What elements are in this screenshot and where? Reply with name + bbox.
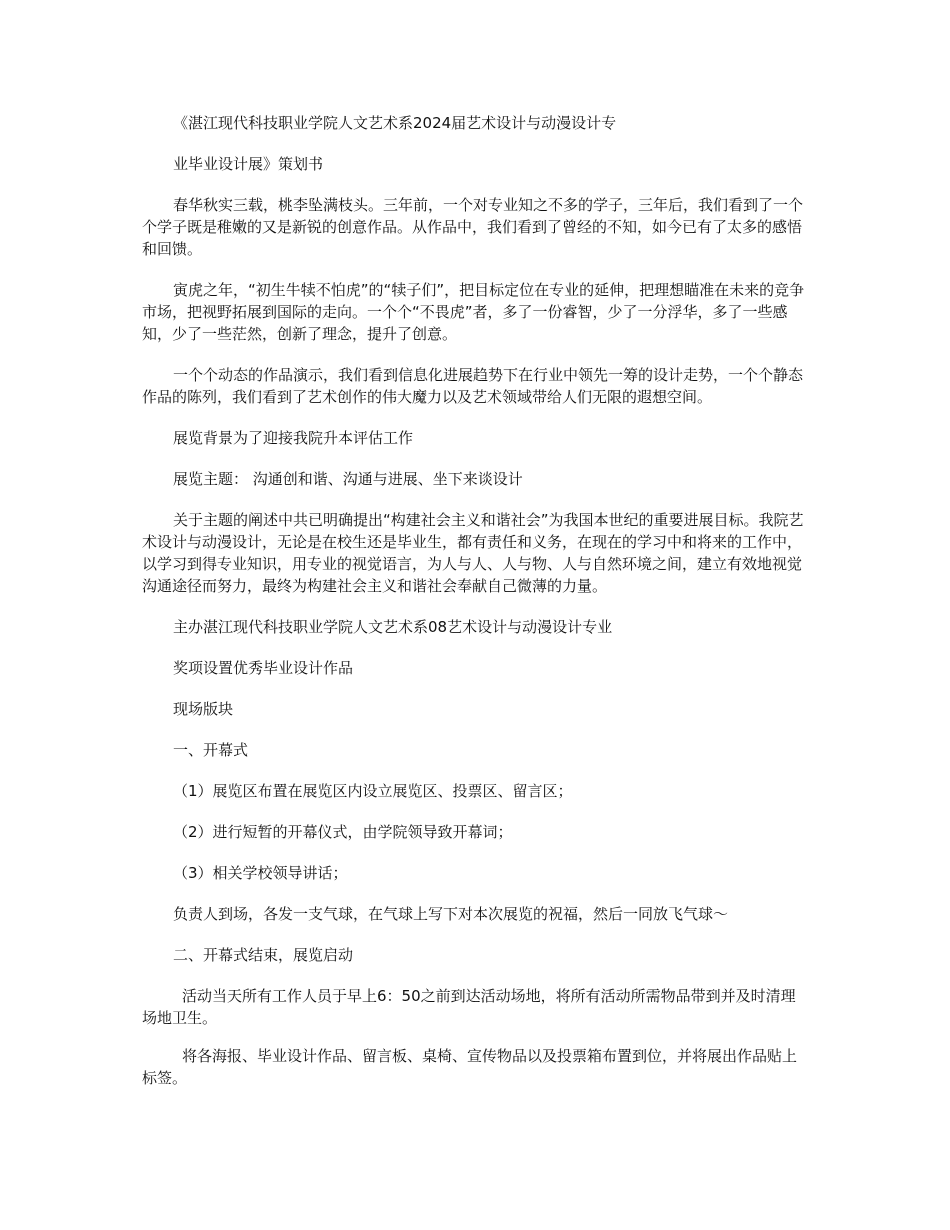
setup-paragraph: 将各海报、毕业设计作品、留言板、桌椅、宣传物品以及投票箱布置到位，并将展出作品贴上标签。: [142, 1047, 798, 1087]
tiger-year-paragraph: 寅虎之年，“初生牛犊不怕虎”的“犊子们”，把目标定位在专业的延伸，把理想瞄准在未来的竞争市场，把视野拓展到国际的走向。一个个“不畏虎”者，多了一份睿智，少了一分浮华，多了一些感知，少了一些茫然，创新了理念，提升了创意。: [142, 281, 805, 343]
works-paragraph: 一个个动态的作品演示，我们看到信息化进展趋势下在行业中领先一筹的设计走势，一个个静态作品的陈列，我们看到了艺术创作的伟大魔力以及艺术领域带给人们无限的遐想空间。: [142, 366, 804, 406]
exhibition-start-heading: 二、开幕式结束，展览启动: [173, 946, 354, 964]
exhibition-background: 展览背景为了迎接我院升本评估工作: [173, 429, 414, 447]
award-line: 奖项设置优秀毕业设计作品: [173, 659, 354, 677]
document-title-line-1: 《湛江现代科技职业学院人文艺术系2024届艺术设计与动漫设计专: [173, 114, 617, 132]
opening-step-1: （1）展览区布置在展览区内设立展览区、投票区、留言区；: [173, 782, 573, 800]
staff-arrival-paragraph: 活动当天所有工作人员于早上6：50之前到达活动场地，将所有活动所需物品带到并及时清理场地卫生。: [142, 987, 796, 1027]
opening-step-3: （3）相关学校领导讲话；: [173, 864, 348, 882]
intro-paragraph: 春华秋实三载，桃李坠满枝头。三年前，一个对专业知之不多的学子，三年后，我们看到了一个个学子既是稚嫩的又是新锐的创意作品。从作品中，我们看到了曾经的不知，如今已有了太多的感悟和回馈。: [142, 196, 804, 258]
balloon-line: 负责人到场，各发一支气球，在气球上写下对本次展览的祝福，然后一同放飞气球～: [173, 905, 729, 923]
exhibition-theme: 展览主题： 沟通创和谐、沟通与进展、坐下来谈设计: [173, 470, 523, 488]
opening-step-2: （2）进行短暂的开幕仪式，由学院领导致开幕词；: [173, 823, 513, 841]
document-page: [142, 112, 810, 1089]
opening-ceremony-heading: 一、开幕式: [173, 741, 249, 759]
document-title-line-2: 业毕业设计展》策划书: [173, 155, 324, 173]
organizer-line: 主办湛江现代科技职业学院人文艺术系08艺术设计与动漫设计专业: [173, 618, 613, 636]
theme-explanation-paragraph: 关于主题的阐述中共已明确提出“构建社会主义和谐社会”为我国本世纪的重要进展目标。我院艺术设计与动漫设计，无论是在校生还是毕业生，都有责任和义务，在现在的学习中和将来的工作中，以学习到得专业知识，用专业的视觉语言，为人与人、人与物、人与自然环境之间，建立有效地视觉沟通途径而努力，最终为构建社会主义和谐社会奉献自己微薄的力量。: [142, 511, 804, 595]
onsite-section-heading: 现场版块: [173, 700, 234, 718]
